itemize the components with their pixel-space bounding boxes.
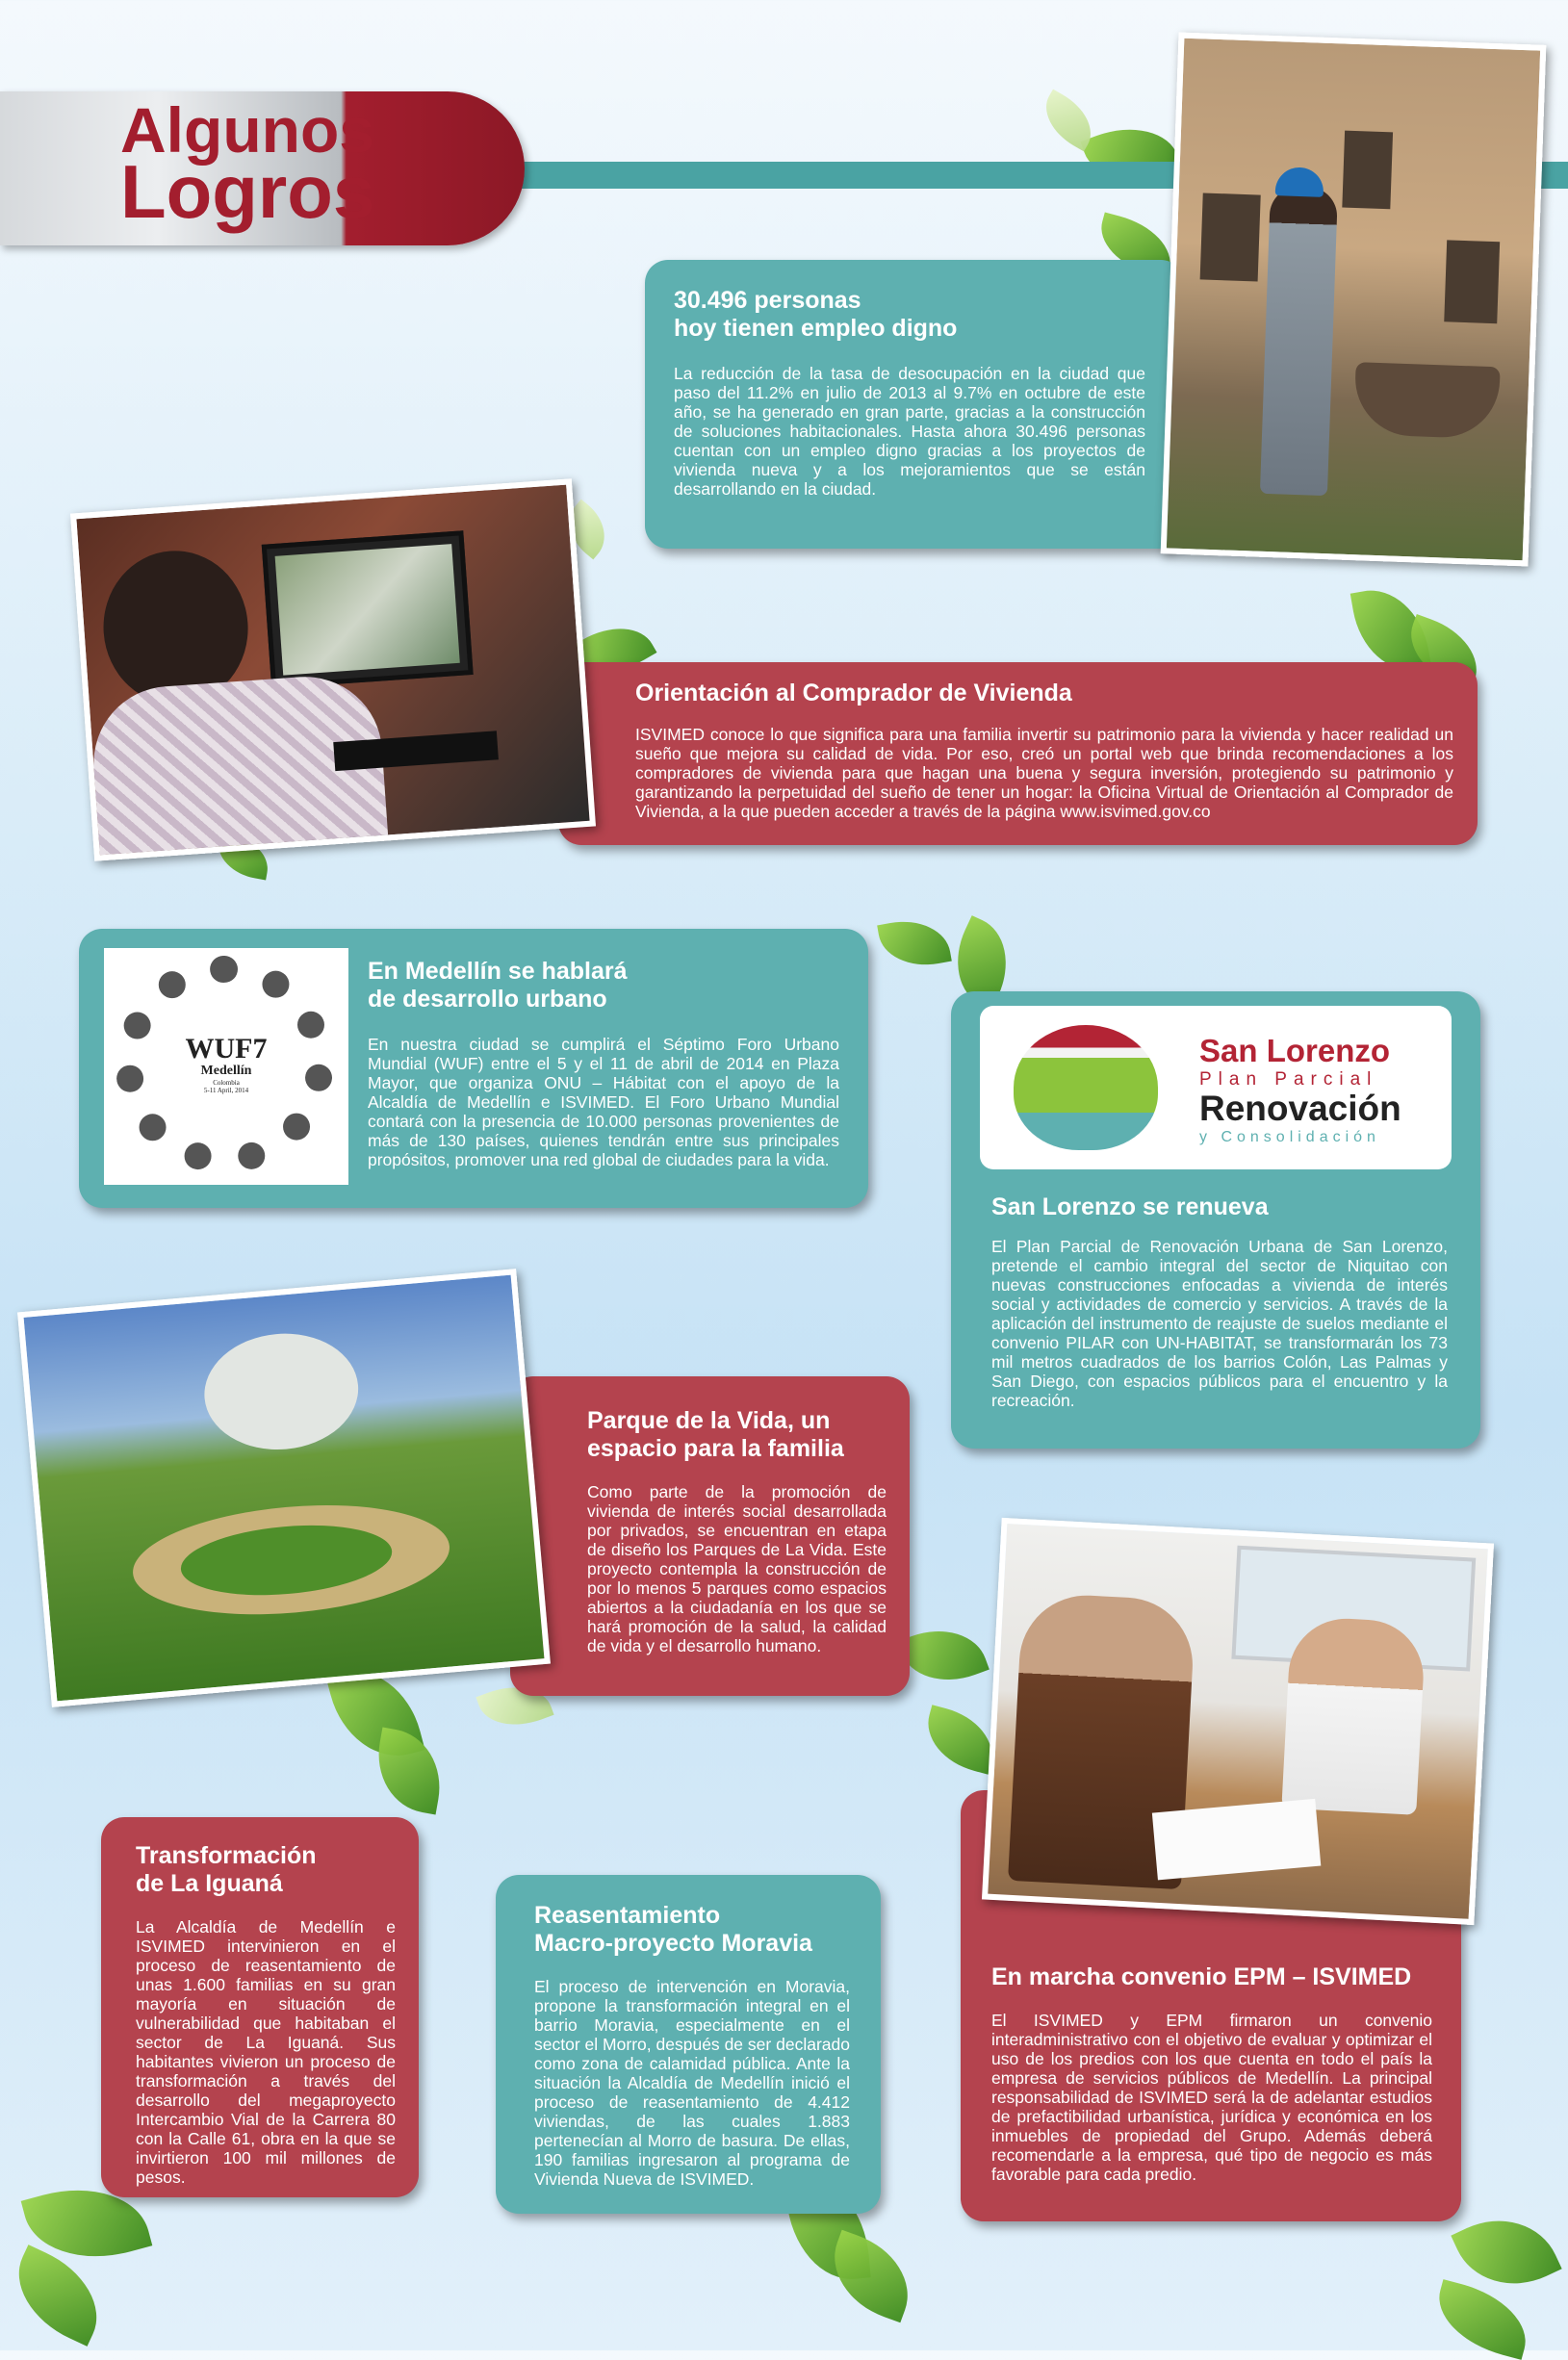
- card-text: El ISVIMED y EPM firmaron un convenio interadministrativo con el objetivo de evaluar y optimizar el uso de los predios con los que cuenta en todo el país la empresa de servicios públicos de Medellín. La principal responsabilidad de ISVIMED será la de adelantar estudios de prefactibilidad urbanística, jurídica y económica en los inmuebles de propiedad del Grupo. Además deberá recomendarle a la empresa, qué tipo de negocio es más favorable para cada predio.: [991, 2011, 1432, 2184]
- helmet: [1275, 167, 1324, 197]
- building-window: [1444, 240, 1500, 323]
- man-right: [1281, 1616, 1426, 1815]
- wheelbarrow: [1353, 362, 1501, 439]
- leaf-decoration: [877, 913, 952, 972]
- leaf-decoration: [897, 1615, 990, 1696]
- wuf7-logo: [104, 948, 348, 1185]
- san-lorenzo-emblem: [1014, 1025, 1158, 1150]
- leaf-decoration: [0, 2245, 116, 2347]
- wuf7-dates: 5-11 April, 2014: [203, 1087, 249, 1094]
- card-title: Transformación de La Iguaná: [136, 1842, 317, 1897]
- card-text: La Alcaldía de Medellín e ISVIMED intervinieron en el proceso de reasentamiento de unas 1.600 familias en su gran mayoría en situación de vulnerabilidad que habitaban el sector de La Iguaná. Sus habitantes vivieron un proceso de transformación a través del desarrollo del megaproyecto Intercambio Vial de la Carrera 80 con la Calle 61, obra en la que se invirtieron 100 mil millones de pesos.: [136, 1917, 396, 2187]
- card-title: Reasentamiento Macro-proyecto Moravia: [534, 1902, 812, 1957]
- san-lorenzo-logo: [980, 1006, 1452, 1169]
- title-line-1: Algunos: [120, 94, 374, 166]
- leaf-decoration: [370, 1728, 450, 1815]
- card-text: La reducción de la tasa de desocupación en la ciudad que paso del 11.2% en julio de 2013 al 9.7% en octubre de este año, se ha generado en gran parte, gracias a la construcción de soluciones habitacionales. Hasta ahora 30.496 personas cuentan con un empleo digno gracias a los proyectos de vivienda nueva y a los mejoramientos que se están desarrollando en la ciudad.: [674, 364, 1145, 499]
- plan-parcial-label: Plan Parcial: [1199, 1069, 1378, 1090]
- card-text: En nuestra ciudad se cumplirá el Séptimo Foro Urbano Mundial (WUF) entre el 5 y el 11 de abril de 2014 en Plaza Mayor, que organiza ONU – Hábitat con el apoyo de la Alcaldía de Medellín e ISVIMED. El Foro Urbano Mundial contará con la presencia de 10.000 personas provenientes de más de 130 países, quienes tendrán entre sus principales propósitos, promover una red global de ciudades para la vida.: [368, 1035, 839, 1169]
- park-tree: [199, 1327, 363, 1455]
- wuf7-main: WUF7: [185, 1033, 268, 1065]
- page-title: [120, 94, 409, 234]
- card-iguana: [101, 1817, 419, 2197]
- worker-figure: [1260, 186, 1338, 496]
- title-line-2: Logros: [120, 149, 375, 234]
- wuf7-country: Colombia: [213, 1079, 240, 1087]
- worker-photo: [1161, 32, 1547, 566]
- consolidacion-label: y Consolidación: [1199, 1129, 1380, 1145]
- card-text: ISVIMED conoce lo que significa para una familia invertir su patrimonio para la vivienda y hacer realidad un sueño que mejora su calidad de vida. Por eso, creó un portal web que brinda recomendaciones a los compradores de vivienda para que hagan una buena y segura inversión, protegiendo su patrimonio y garantizando la perpetuidad del sueño de tener un hogar: la Oficina Virtual de Orientación al Comprador de Vivienda, a la que pueden acceder a través de la página www.isvimed.gov.co: [635, 725, 1453, 821]
- card-title: San Lorenzo se renueva: [991, 1193, 1269, 1220]
- san-lorenzo-name: San Lorenzo: [1199, 1033, 1391, 1068]
- card-text: El proceso de intervención en Moravia, propone la transformación integral en el barrio Moravia, especialmente en el sector el Morro, después de ser declarado como zona de calamidad pública. Ante la situación la Alcaldía de Medellín inició el proceso de reasentamiento de 4.412 viviendas, de las cuales 1.883 pertenecían al Morro de basura. De ellas, 190 familias ingresaron al programa de Vivienda Nueva de ISVIMED.: [534, 1977, 850, 2189]
- monitor-screen: [275, 544, 460, 676]
- card-orientacion: [558, 662, 1478, 845]
- computer-user-photo: [70, 478, 596, 861]
- monitor: [262, 530, 474, 688]
- building-window: [1342, 131, 1393, 210]
- renovacion-label: Renovación: [1199, 1089, 1401, 1128]
- card-title: Parque de la Vida, un espacio para la familia: [587, 1407, 844, 1462]
- card-title: En marcha convenio EPM – ISVIMED: [991, 1963, 1412, 1990]
- park-render-photo: [17, 1269, 551, 1707]
- document-paper: [1152, 1799, 1321, 1881]
- card-title: En Medellín se hablará de desarrollo urbano: [368, 958, 628, 1013]
- signing-photo: [982, 1518, 1494, 1925]
- card-title: 30.496 personas hoy tienen empleo digno: [674, 287, 958, 342]
- wuf7-city: Medellín: [200, 1064, 252, 1078]
- card-title: Orientación al Comprador de Vivienda: [635, 680, 1072, 706]
- building-window: [1200, 192, 1261, 281]
- card-text: El Plan Parcial de Renovación Urbana de San Lorenzo, pretende el cambio integral del sector de Niquitao con nuevas construcciones enfocadas a vivienda de interés social y actividades de comercio y servicios. A través de la aplicación del instrumento de reajuste de suelos mediante el convenio PILAR con UN-HABITAT, se transformarán los 73 mil metros cuadrados de los barrios Colón, Las Palmas y San Diego, con espacios públicos para el encuentro y la recreación.: [991, 1237, 1448, 1410]
- leaf-decoration: [1428, 2279, 1536, 2360]
- wuf7-text: [104, 1035, 348, 1094]
- card-text: Como parte de la promoción de vivienda de interés social desarrollada por privados, se encuentran en etapa de diseño los Parques de La Vida. Este proyecto contempla la construcción de por lo menos 5 parques como espacios abiertos a la ciudadanía en los que se hará promoción de la salud, la calidad de vida y el desarrollo humano.: [587, 1482, 887, 1655]
- card-empleo: [645, 260, 1184, 549]
- card-moravia: [496, 1875, 881, 2214]
- card-parque: [510, 1376, 910, 1696]
